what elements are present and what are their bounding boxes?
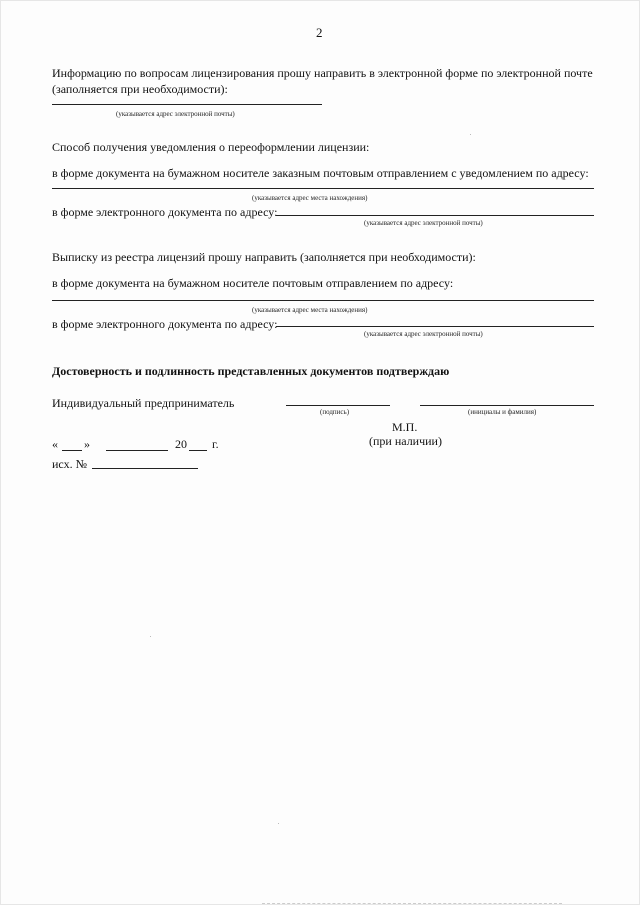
date-day-field[interactable]: [62, 450, 82, 451]
scan-speck: [150, 636, 151, 637]
notification-electronic-hint: (указывается адрес электронной почты): [364, 219, 483, 227]
email-info-hint: (указывается адрес электронной почты): [116, 110, 235, 118]
notification-paper-address-field[interactable]: [52, 188, 594, 189]
name-hint: (инициалы и фамилия): [468, 408, 537, 416]
signer-label: Индивидуальный предприниматель: [52, 396, 235, 410]
extract-paper-hint: (указывается адрес места нахождения): [252, 306, 368, 314]
extract-paper-label: в форме документа на бумажном носителе почтовым отправлением по адресу:: [52, 276, 454, 290]
date-year-suffix: г.: [212, 437, 219, 451]
notification-paper-label: в форме документа на бумажном носителе заказным почтовым отправлением с уведомлением по адресу:: [52, 166, 589, 180]
date-close-quote: »: [84, 437, 90, 451]
date-year-prefix: 20: [175, 437, 187, 451]
email-info-line1: Информацию по вопросам лицензирования прошу направить в электронной форме по электронной почте: [52, 66, 593, 80]
email-info-line2: (заполняется при необходимости):: [52, 82, 228, 96]
extract-paper-address-field[interactable]: [52, 300, 594, 301]
date-month-field[interactable]: [106, 450, 168, 451]
scan-speck: [278, 823, 279, 824]
confirmation-statement: Достоверность и подлинность представленных документов подтверждаю: [52, 364, 450, 378]
stamp-label: М.П.: [392, 420, 418, 434]
page-number: 2: [316, 25, 323, 40]
name-field[interactable]: [420, 405, 594, 406]
extract-electronic-hint: (указывается адрес электронной почты): [364, 330, 483, 338]
notification-electronic-address-field[interactable]: [276, 215, 594, 216]
extract-heading: Выписку из реестра лицензий прошу направить (заполняется при необходимости):: [52, 250, 476, 264]
signature-field[interactable]: [286, 405, 390, 406]
extract-electronic-label: в форме электронного документа по адресу:: [52, 317, 278, 331]
outgoing-number-label: исх. №: [52, 457, 88, 471]
scan-edge: [262, 903, 562, 904]
email-info-field[interactable]: [52, 104, 322, 105]
date-open-quote: «: [52, 437, 58, 451]
extract-electronic-address-field[interactable]: [276, 326, 594, 327]
signature-hint: (подпись): [320, 408, 350, 416]
scan-speck: [470, 134, 471, 135]
stamp-note: (при наличии): [369, 434, 442, 448]
notification-electronic-label: в форме электронного документа по адресу:: [52, 205, 278, 219]
outgoing-number-field[interactable]: [92, 468, 198, 469]
notification-paper-hint: (указывается адрес места нахождения): [252, 194, 368, 202]
notification-heading: Способ получения уведомления о переоформлении лицензии:: [52, 140, 370, 154]
date-year-field[interactable]: [189, 450, 207, 451]
